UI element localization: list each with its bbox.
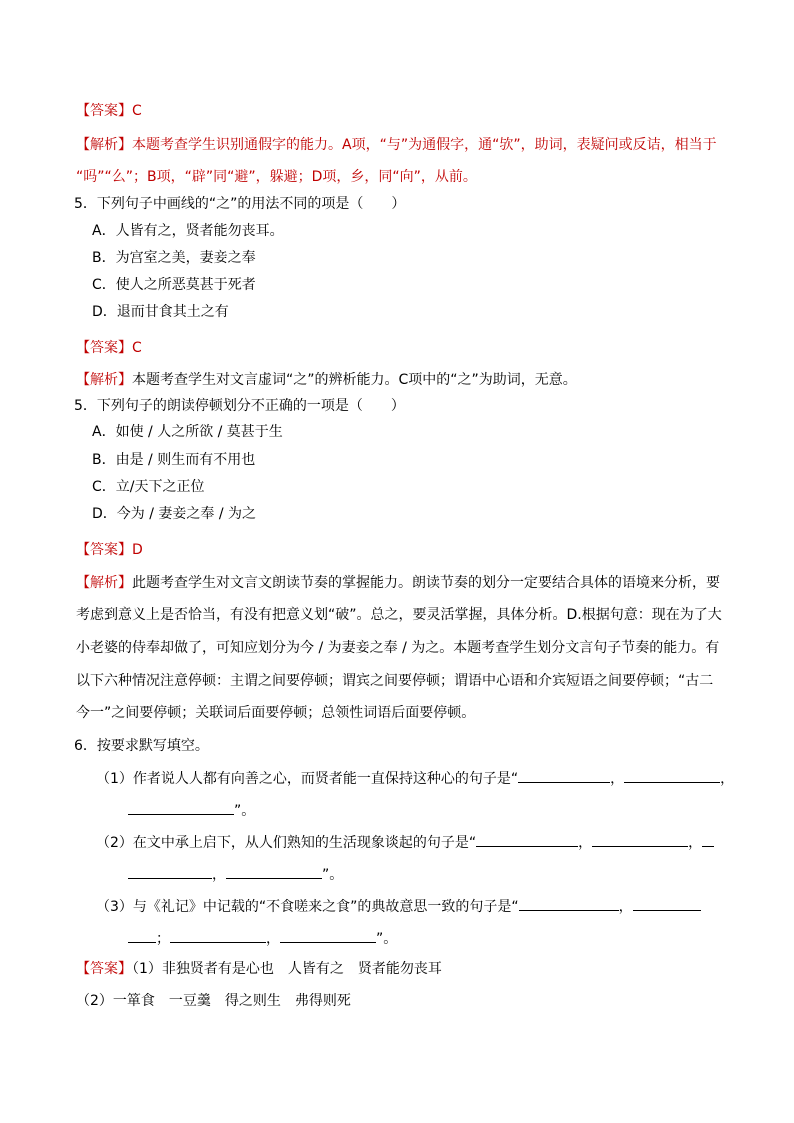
separator: ，	[720, 771, 735, 787]
analysis-text: 此题考查学生对文言文朗读节奏的掌握能力。朗读节奏的划分一定要结合具体的语境来分析，要	[132, 575, 720, 591]
answer-line-4	[76, 959, 726, 979]
answer-line-3	[76, 540, 726, 560]
analysis-label: 【解析】	[76, 137, 132, 153]
answer-label: 【答案】	[76, 103, 132, 119]
answer-label: 【答案】	[76, 340, 132, 356]
answer-value: C	[132, 103, 142, 119]
answer-line-2	[76, 338, 726, 358]
answer-line-5: （2）一箪食 一豆羹 得之则生 弗得则死	[76, 993, 351, 1009]
question-stem: 5．下列句子中画线的“之”的用法不同的项是（ ）	[74, 196, 406, 212]
answer-line-1	[76, 101, 726, 121]
analysis-line-6: 小老婆的侍奉却做了，可知应划分为今 / 为妻妾之奉 / 为之。本题考查学生划分文言句子节奏的能力。有	[76, 640, 720, 656]
blank-field[interactable]	[128, 800, 234, 815]
blank-field[interactable]	[170, 928, 266, 943]
separator: ；	[156, 931, 170, 947]
blank-field[interactable]	[476, 832, 578, 847]
option-a: A．如使 / 人之所欲 / 莫甚于生	[92, 424, 283, 440]
blank-field[interactable]	[592, 832, 688, 847]
question-stem: 5．下列句子的朗读停顿划分不正确的一项是（ ）	[74, 398, 405, 414]
analysis-line-1	[76, 135, 726, 155]
analysis-line-7: 以下六种情况注意停顿：主谓之间要停顿；谓宾之间要停顿；谓语中心语和介宾短语之间要停顿；“古二	[76, 673, 714, 689]
answer-label: 【答案】	[76, 961, 132, 977]
fill-sentence-1-cont	[128, 800, 778, 821]
answer-text: （1）非独贤者有是心也 人皆有之 贤者能勿丧耳	[132, 961, 442, 977]
analysis-line-3	[76, 370, 726, 390]
prompt-text: （2）在文中承上启下，从人们熟知的生活现象谈起的句子是“	[96, 835, 477, 851]
blank-field[interactable]	[519, 896, 619, 911]
option-d: D．退而甘食其土之有	[92, 304, 229, 320]
blank-field[interactable]	[280, 928, 376, 943]
prompt-text: （1）作者说人人都有向善之心，而贤者能一直保持这种心的句子是“	[96, 771, 519, 787]
separator: ，	[688, 835, 703, 851]
blank-field[interactable]	[128, 928, 156, 943]
separator: ，	[618, 899, 633, 915]
answer-label: 【答案】	[76, 542, 132, 558]
blank-field[interactable]	[518, 768, 610, 783]
analysis-text: 本题考查学生识别通假字的能力。A项，“与”为通假字，通“欤”，助词，表疑问或反诘，相当于	[132, 137, 717, 153]
blank-field[interactable]	[633, 896, 701, 911]
answer-value: C	[132, 340, 142, 356]
answer-value: D	[132, 542, 143, 558]
fill-sentence-2	[96, 832, 746, 853]
fill-sentence-2-cont	[128, 864, 778, 885]
sentence-end: ”。	[234, 803, 256, 819]
blank-field[interactable]	[702, 832, 714, 847]
analysis-line-5: 考虑到意义上是否恰当，有没有把意义划“破”。总之，要灵活掌握，具体分析。D.根据句意：现在为了大	[76, 607, 722, 623]
analysis-line-2: “吗”“么”；B项，“辟”同“避”，躲避；D项，乡，同“向”，从前。	[76, 169, 477, 185]
analysis-label: 【解析】	[76, 372, 132, 388]
option-b: B．为宫室之美，妻妾之奉	[92, 250, 256, 266]
separator: ，	[212, 867, 226, 883]
sentence-end: ”。	[322, 867, 344, 883]
separator: ，	[578, 835, 593, 851]
sentence-end: ”。	[376, 931, 398, 947]
blank-field[interactable]	[624, 768, 720, 783]
fill-sentence-3	[96, 896, 746, 917]
question-stem: 6．按要求默写填空。	[74, 738, 209, 754]
analysis-text: 本题考查学生对文言虚词“之”的辨析能力。C项中的“之”为助词，无意。	[132, 372, 577, 388]
analysis-line-8: 今一”之间要停顿；关联词后面要停顿；总领性词语后面要停顿。	[76, 705, 476, 721]
blank-field[interactable]	[226, 864, 322, 879]
prompt-text: （3）与《礼记》中记载的“不食嗟来之食”的典故意思一致的句子是“	[96, 899, 519, 915]
blank-field[interactable]	[128, 864, 212, 879]
option-d: D．今为 / 妻妾之奉 / 为之	[92, 506, 257, 522]
analysis-line-4	[76, 573, 726, 593]
separator: ，	[266, 931, 280, 947]
fill-sentence-3-cont	[128, 928, 778, 949]
option-c: C．立/天下之正位	[92, 479, 205, 495]
option-c: C．使人之所恶莫甚于死者	[92, 277, 256, 293]
fill-sentence-1	[96, 768, 746, 789]
option-a: A．人皆有之，贤者能勿丧耳。	[92, 223, 284, 239]
option-b: B．由是 / 则生而有不用也	[92, 452, 256, 468]
separator: ，	[610, 771, 625, 787]
analysis-label: 【解析】	[76, 575, 132, 591]
